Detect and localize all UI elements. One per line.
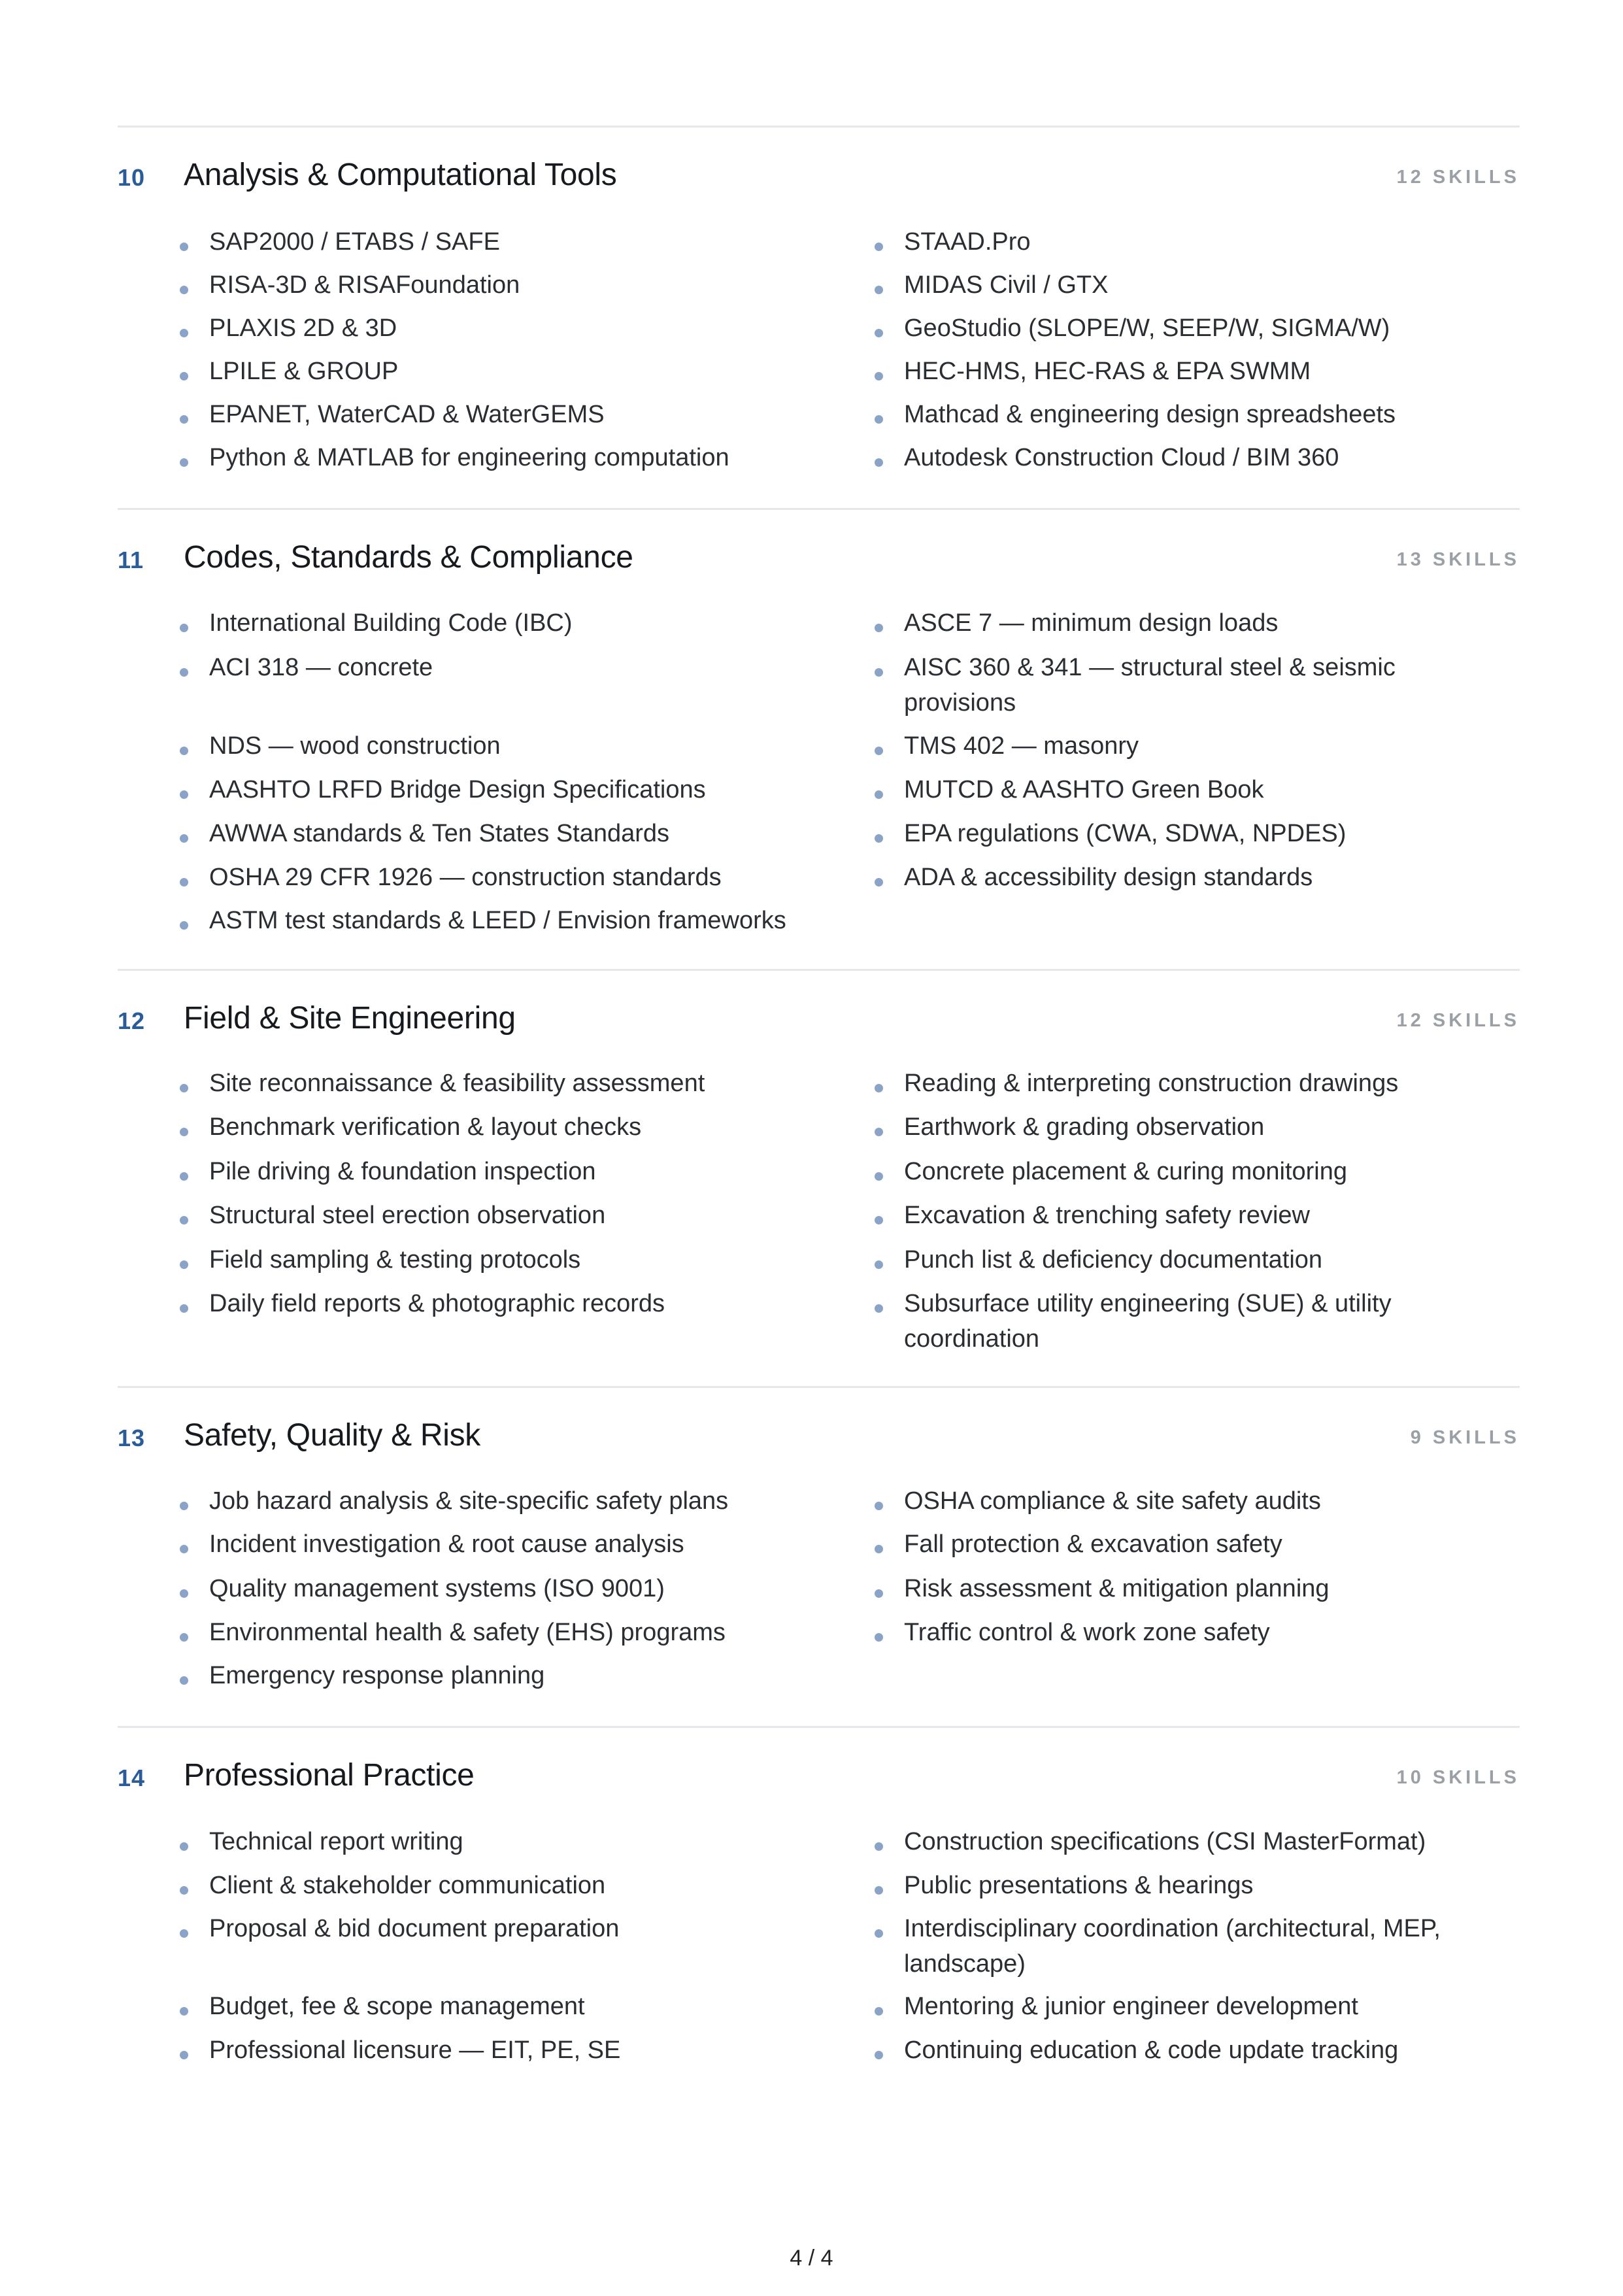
- bullet-icon: [875, 1842, 883, 1851]
- bullet-icon: [180, 1128, 188, 1136]
- list-item: [875, 267, 1450, 303]
- skill-label: EPANET, WaterCAD & WaterGEMS: [209, 401, 605, 428]
- skill-label: OSHA 29 CFR 1926 — construction standards: [209, 864, 722, 891]
- skill-label: ASTM test standards & LEED / Envision frameworks: [209, 907, 786, 934]
- list-item: [180, 605, 755, 641]
- bullet-icon: [875, 458, 883, 467]
- bullet-icon: [180, 624, 188, 632]
- skill-label: PLAXIS 2D & 3D: [209, 314, 397, 342]
- skill-label: AISC 360 & 341 — structural steel & seismic provisions: [904, 654, 1396, 717]
- skill-count: 13 SKILLS: [1396, 549, 1520, 570]
- bullet-icon: [875, 2051, 883, 2059]
- list-item: [180, 1989, 755, 2024]
- bullet-icon: [875, 790, 883, 799]
- list-item: [180, 1109, 755, 1145]
- skill-label: Technical report writing: [209, 1828, 463, 1855]
- bullet-icon: [180, 834, 188, 843]
- list-item: [180, 1483, 755, 1519]
- bullet-icon: [180, 415, 188, 424]
- section-number: 11: [118, 547, 144, 573]
- skill-label: Fall protection & excavation safety: [904, 1530, 1282, 1558]
- skill-label: MIDAS Civil / GTX: [904, 271, 1109, 299]
- skill-label: Professional licensure — EIT, PE, SE: [209, 2036, 621, 2064]
- bullet-icon: [875, 372, 883, 380]
- skill-label: ADA & accessibility design standards: [904, 864, 1313, 891]
- skill-label: Environmental health & safety (EHS) programs: [209, 1619, 726, 1646]
- skill-label: Excavation & trenching safety review: [904, 1202, 1310, 1229]
- bullet-icon: [180, 1886, 188, 1895]
- skill-label: Incident investigation & root cause analysis: [209, 1530, 684, 1558]
- section-number: 13: [118, 1425, 146, 1451]
- section-title: Professional Practice: [184, 1758, 475, 1793]
- list-item: [875, 1824, 1450, 1859]
- section-codes-standards: [118, 508, 1520, 971]
- page-number: 4 / 4: [790, 2246, 833, 2271]
- list-item: [875, 2033, 1450, 2068]
- list-item: [875, 605, 1450, 641]
- bullet-icon: [180, 329, 188, 337]
- section-safety-quality: [118, 1386, 1520, 1728]
- list-item: [875, 1242, 1450, 1277]
- bullet-icon: [180, 2051, 188, 2059]
- section-title: Codes, Standards & Compliance: [184, 540, 633, 575]
- list-item: [180, 903, 860, 938]
- bullet-icon: [875, 1260, 883, 1269]
- skill-label: Interdisciplinary coordination (architectural, MEP, landscape): [904, 1915, 1441, 1978]
- list-item: [180, 1242, 755, 1277]
- list-item: [180, 1824, 755, 1859]
- list-item: [875, 397, 1450, 432]
- skill-count: 12 SKILLS: [1396, 167, 1520, 188]
- bullet-icon: [180, 1929, 188, 1938]
- bullet-icon: [180, 243, 188, 251]
- bullet-icon: [875, 1502, 883, 1510]
- bullet-icon: [875, 415, 883, 424]
- list-item: [875, 1109, 1450, 1145]
- bullet-icon: [875, 2007, 883, 2016]
- list-item: [875, 1483, 1450, 1519]
- bullet-icon: [180, 1842, 188, 1851]
- section-title: Safety, Quality & Risk: [184, 1418, 480, 1453]
- list-item: [875, 816, 1450, 851]
- list-item: [875, 1989, 1450, 2024]
- section-field-site: [118, 969, 1520, 1388]
- bullet-icon: [180, 1304, 188, 1313]
- skill-count: 9 SKILLS: [1410, 1427, 1520, 1448]
- bullet-icon: [180, 1633, 188, 1642]
- bullet-icon: [875, 1084, 883, 1092]
- list-item: [875, 1615, 1450, 1650]
- skill-label: NDS — wood construction: [209, 732, 501, 760]
- skill-label: MUTCD & AASHTO Green Book: [904, 776, 1264, 803]
- list-item: [180, 2033, 755, 2068]
- bullet-icon: [180, 1589, 188, 1598]
- skill-label: RISA-3D & RISAFoundation: [209, 271, 520, 299]
- bullet-icon: [875, 1589, 883, 1598]
- list-item: [180, 1527, 755, 1562]
- skill-label: AASHTO LRFD Bridge Design Specifications: [209, 776, 706, 803]
- bullet-icon: [180, 1172, 188, 1181]
- bullet-icon: [180, 286, 188, 294]
- skill-label: Mentoring & junior engineer development: [904, 1993, 1358, 2020]
- list-item: [180, 1658, 755, 1693]
- section-analysis-tools: [118, 126, 1520, 510]
- bullet-icon: [875, 1633, 883, 1642]
- list-item: [180, 1066, 755, 1101]
- skill-label: ASCE 7 — minimum design loads: [904, 609, 1279, 637]
- skill-label: Site reconnaissance & feasibility assessment: [209, 1070, 705, 1097]
- list-item: [180, 267, 755, 303]
- skill-label: LPILE & GROUP: [209, 358, 399, 385]
- bullet-icon: [875, 878, 883, 886]
- list-item: [875, 772, 1450, 807]
- section-number: 14: [118, 1764, 146, 1791]
- section-professional-practice: [118, 1726, 1520, 2068]
- bullet-icon: [875, 1304, 883, 1313]
- list-item: [875, 440, 1450, 475]
- skill-label: Emergency response planning: [209, 1662, 545, 1689]
- bullet-icon: [875, 243, 883, 251]
- list-item: [875, 728, 1450, 764]
- bullet-icon: [875, 668, 883, 677]
- skill-label: International Building Code (IBC): [209, 609, 573, 637]
- list-item: [875, 1571, 1450, 1606]
- skill-label: STAAD.Pro: [904, 228, 1031, 256]
- bullet-icon: [180, 1084, 188, 1092]
- skill-label: Risk assessment & mitigation planning: [904, 1575, 1330, 1602]
- bullet-icon: [180, 458, 188, 467]
- skill-label: Mathcad & engineering design spreadsheets: [904, 401, 1396, 428]
- skill-label: Proposal & bid document preparation: [209, 1915, 620, 1942]
- list-item: [875, 1527, 1450, 1562]
- list-item: [875, 860, 1450, 895]
- skill-label: OSHA compliance & site safety audits: [904, 1487, 1321, 1515]
- list-item: [180, 1868, 755, 1903]
- skill-label: TMS 402 — masonry: [904, 732, 1139, 760]
- bullet-icon: [180, 1545, 188, 1553]
- skill-label: Autodesk Construction Cloud / BIM 360: [904, 444, 1339, 471]
- list-item: [180, 1911, 755, 1946]
- skill-label: Job hazard analysis & site-specific safety plans: [209, 1487, 729, 1515]
- bullet-icon: [180, 921, 188, 930]
- bullet-icon: [875, 1929, 883, 1938]
- bullet-icon: [180, 2007, 188, 2016]
- skill-count: 12 SKILLS: [1396, 1010, 1520, 1031]
- skill-label: EPA regulations (CWA, SDWA, NPDES): [904, 820, 1347, 847]
- skill-label: Punch list & deficiency documentation: [904, 1246, 1323, 1274]
- section-title: Analysis & Computational Tools: [184, 158, 617, 192]
- bullet-icon: [180, 668, 188, 677]
- bullet-icon: [875, 1216, 883, 1224]
- list-item: [180, 1615, 755, 1650]
- list-item: [180, 816, 755, 851]
- list-item: [875, 1911, 1450, 1982]
- bullet-icon: [875, 1128, 883, 1136]
- skill-count: 10 SKILLS: [1396, 1767, 1520, 1788]
- skill-label: Pile driving & foundation inspection: [209, 1158, 596, 1185]
- skill-label: Structural steel erection observation: [209, 1202, 606, 1229]
- section-number: 10: [118, 164, 146, 191]
- list-item: [180, 1571, 755, 1606]
- bullet-icon: [875, 1172, 883, 1181]
- bullet-icon: [180, 1216, 188, 1224]
- list-item: [875, 354, 1450, 389]
- bullet-icon: [875, 1545, 883, 1553]
- bullet-icon: [180, 1260, 188, 1269]
- list-item: [180, 440, 755, 475]
- list-item: [180, 354, 755, 389]
- skill-label: Concrete placement & curing monitoring: [904, 1158, 1348, 1185]
- skill-label: Client & stakeholder communication: [209, 1872, 606, 1899]
- skill-label: AWWA standards & Ten States Standards: [209, 820, 670, 847]
- list-item: [875, 650, 1450, 720]
- skill-label: Field sampling & testing protocols: [209, 1246, 581, 1274]
- list-item: [180, 1286, 755, 1321]
- list-item: [180, 728, 755, 764]
- skill-label: Benchmark verification & layout checks: [209, 1113, 642, 1141]
- bullet-icon: [875, 624, 883, 632]
- skill-label: Subsurface utility engineering (SUE) & utility coordination: [904, 1290, 1392, 1353]
- bullet-icon: [180, 790, 188, 799]
- list-item: [180, 772, 755, 807]
- skill-label: Construction specifications (CSI MasterFormat): [904, 1828, 1426, 1855]
- skill-label: Budget, fee & scope management: [209, 1993, 585, 2020]
- list-item: [180, 224, 755, 260]
- bullet-icon: [180, 1502, 188, 1510]
- skill-label: Traffic control & work zone safety: [904, 1619, 1270, 1646]
- bullet-icon: [875, 329, 883, 337]
- list-item: [875, 1868, 1450, 1903]
- bullet-icon: [180, 878, 188, 886]
- list-item: [180, 650, 755, 685]
- bullet-icon: [875, 747, 883, 755]
- skill-label: Daily field reports & photographic records: [209, 1290, 665, 1317]
- list-item: [180, 860, 755, 895]
- bullet-icon: [180, 1676, 188, 1685]
- section-title: Field & Site Engineering: [184, 1001, 516, 1036]
- bullet-icon: [180, 747, 188, 755]
- bullet-icon: [875, 286, 883, 294]
- skill-label: SAP2000 / ETABS / SAFE: [209, 228, 500, 256]
- skill-label: ACI 318 — concrete: [209, 654, 433, 681]
- skill-label: Public presentations & hearings: [904, 1872, 1254, 1899]
- bullet-icon: [180, 372, 188, 380]
- list-item: [875, 1198, 1450, 1233]
- list-item: [875, 224, 1450, 260]
- list-item: [875, 1154, 1450, 1189]
- skill-label: Reading & interpreting construction drawings: [904, 1070, 1399, 1097]
- skill-label: Earthwork & grading observation: [904, 1113, 1265, 1141]
- list-item: [875, 1066, 1450, 1101]
- skill-label: GeoStudio (SLOPE/W, SEEP/W, SIGMA/W): [904, 314, 1390, 342]
- skill-label: HEC-HMS, HEC-RAS & EPA SWMM: [904, 358, 1311, 385]
- list-item: [875, 1286, 1450, 1357]
- bullet-icon: [875, 1886, 883, 1895]
- list-item: [180, 397, 755, 432]
- list-item: [875, 311, 1450, 346]
- list-item: [180, 1154, 755, 1189]
- section-number: 12: [118, 1007, 146, 1034]
- bullet-icon: [875, 834, 883, 843]
- list-item: [180, 1198, 755, 1233]
- skill-label: Quality management systems (ISO 9001): [209, 1575, 665, 1602]
- skill-label: Continuing education & code update tracking: [904, 2036, 1399, 2064]
- skill-label: Python & MATLAB for engineering computation: [209, 444, 729, 471]
- list-item: [180, 311, 755, 346]
